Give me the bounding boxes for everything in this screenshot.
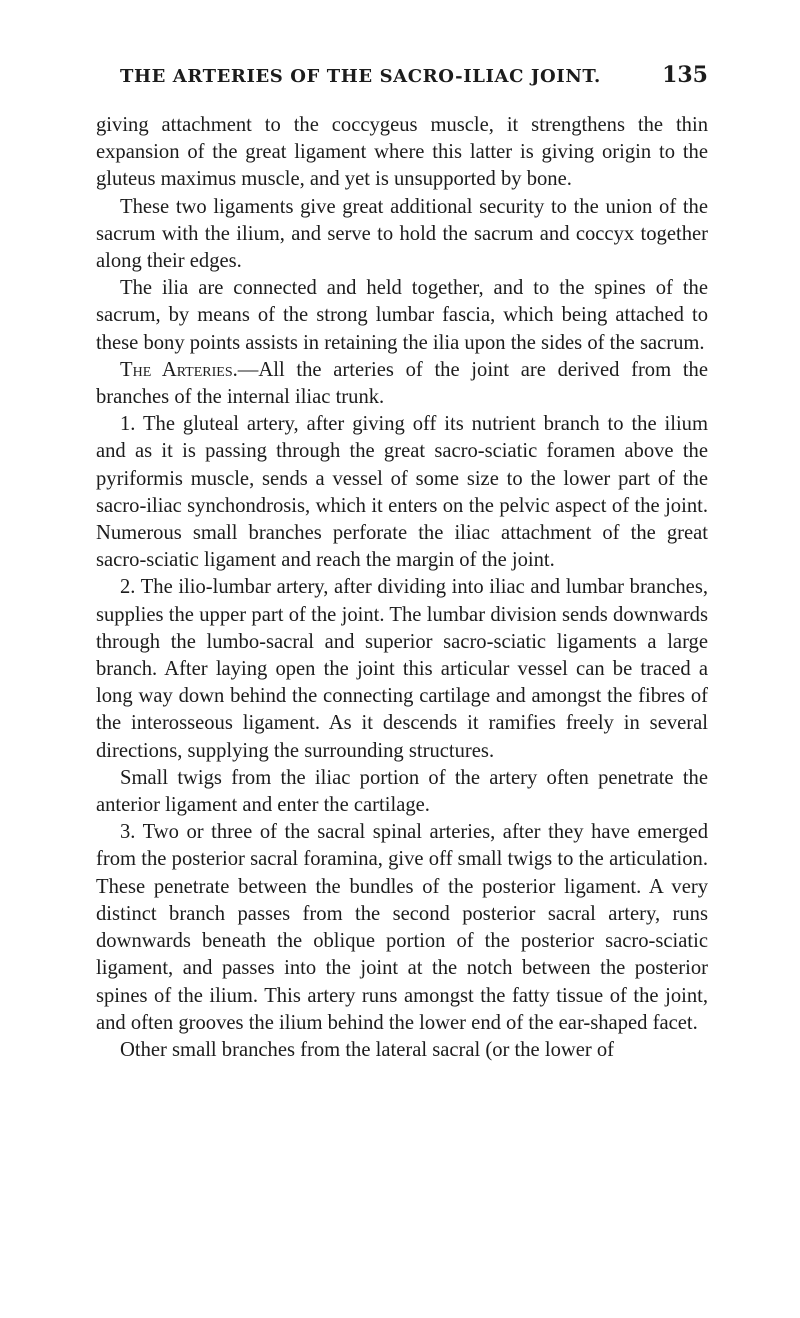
section-heading-arteries: The Arteries. — [120, 358, 238, 381]
body-text — [96, 112, 708, 1064]
paragraph-sacral-spinal-arteries: 3. Two or three of the sacral spinal arteries, after they have emerged from the posterior sacral foramina, give off small twigs to the articulation. These penetrate between the bundles of the posterior ligament. A very distinct branch passes from the second posterior sacral artery, runs downwards beneath the oblique portion of the posterior sacro-sciatic ligament, and passes into the joint at the notch between the posterior spines of the ilium. This artery runs amongst the fatty tissue of the joint, and often grooves the ilium behind the lower end of the ear-shaped facet. — [96, 821, 708, 1034]
arteries-intro-text: —All the arteries of the joint are derived from the branches of the internal iliac trunk. — [96, 358, 708, 409]
paragraph-ligaments-security: These two ligaments give great additional security to the union of the sacrum with the ilium, and serve to hold the sacrum and coccyx together along their edges. — [96, 195, 708, 273]
paragraph-gluteal-artery: 1. The gluteal artery, after giving off its nutrient branch to the ilium and as it is passing through the great sacro-sciatic foramen above the pyriformis muscle, sends a vessel of some size to the lower part of the sacro-iliac synchondrosis, which it enters on the pelvic aspect of the joint. Numerous small branches perforate the iliac attachment of the great sacro-sciatic ligament and reach the margin of the joint. — [96, 413, 708, 572]
paragraph-arteries-intro — [96, 357, 708, 411]
running-title: THE ARTERIES OF THE SACRO-ILIAC JOINT. — [120, 66, 601, 87]
paragraph-small-twigs: Small twigs from the iliac portion of the artery often penetrate the anterior ligament and enter the cartilage. — [96, 766, 708, 817]
book-page — [96, 62, 708, 1064]
paragraph-ilio-lumbar-artery: 2. The ilio-lumbar artery, after dividing into iliac and lumbar branches, supplies the upper part of the joint. The lumbar division sends downwards through the lumbo-sacral and superior sacro-sciatic ligaments a large branch. After laying open the joint this articular vessel can be traced a long way down behind the connecting cartilage and amongst the fibres of the interosseous ligament. As it descends it ramifies freely in several directions, supplying the surrounding structures. — [96, 576, 708, 762]
page-number: 135 — [662, 62, 708, 88]
paragraph-ilia-connection: The ilia are connected and held together, and to the spines of the sacrum, by means of the strong lumbar fascia, which being attached to these bony points assists in retaining the ilia upon the sides of the sacrum. — [96, 277, 708, 354]
running-head — [96, 62, 708, 102]
paragraph-lateral-sacral: Other small branches from the lateral sacral (or the lower of — [120, 1038, 615, 1061]
paragraph-continuation: giving attachment to the coccygeus muscle, it strengthens the thin expansion of the great ligament where this latter is giving origin to the gluteus maximus muscle, and yet is unsupported by bone. — [96, 114, 708, 191]
